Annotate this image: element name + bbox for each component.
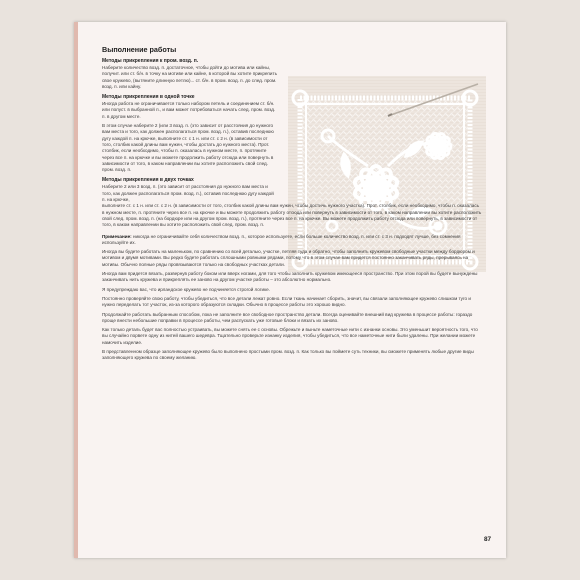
paragraph: Я предупреждаю вас, что ирландское кружево не подчиняется строгой логике. (102, 286, 270, 292)
paragraph: Иногда вам придется вязать, развернув работу боком или вверх ногами, для того чтобы заполнить кружевом имеющееся пространство. При этом порой вы будете вынуждены заканчивать нить кружева и прикреплять ее заново на другом участке работы – это абсолютно нормально. (102, 271, 478, 283)
paragraph: выполните ст. с 1 н. или ст. с 2 н. (в зависимости от того, столбик какой длины вам нужен, чтобы достичь нужного участка). Прот. столбик, если необходимо, чтобы п. оказалась в нужном месте, п. протяните через все п. на крючке и вы можете продолжить работу отсюда или повернуть в зависимости от того, в каком направлении вы хотите расположить свой след. пром. возд. п. (на бордюре или на другом пром. возд. п.), протяните через все п. на крючке. Вы можете продолжить работу отсюда или повернуть, в зависимости от того, в каком направлении вы хотите расположить свой след. пром. возд. п. (102, 203, 482, 228)
page-text (102, 42, 482, 365)
paragraph: Продолжайте работать выбранным способом, пока не заполните все свободное пространство детали. Всегда оценивайте внешний вид кружева в процессе работы: гораздо проще внести небольшие поправки в процессе работы, чем распускать уже готовые блоки и вязать их заново. (102, 311, 473, 323)
paragraph: Постоянно проверяйте свою работу, чтобы убедиться, что все детали лежат ровно. Если ткань начинает сборить, значит, вы связали заполняющее кружево слишком туго и нужно переделать тот участок, из-за которого образуются складки. Обычно в процессе работы это хорошо видно. (102, 295, 471, 308)
book-page (74, 22, 506, 558)
paragraph: Иногда работа не ограничивается только набором петель и соединением ст. б/н. или полуст. в выбранной п., и вам может потребоваться начать след. пром. возд. п. в другом месте. (102, 101, 276, 119)
paragraph: Иногда вы будете работать на маленьком, по сравнению со всей деталью, участке, петляя туда и обратно, чтобы заполнить кружевом свободные участки между бордюром и мотивом и двумя мотивами. Вы редко будете работать сплошными ровными рядами, потому что в этом случае вам придется постоянно заканчивать ряды, прерываясь на мотивы. Обычно полные ряды провязываются только на свободных участках детали. (102, 249, 475, 267)
subheading-one-point: Методы прикрепления в одной точке (102, 94, 195, 101)
subheading-attach-chain: Методы прикрепления к пром. возд. п. (102, 58, 199, 64)
page-accent-stripe (74, 22, 78, 558)
note-text: никогда не ограничивайте себя количеством возд. п., которое используете, если больше количество возд. п. или ст. с 3 н. подходят лучше, без сомнения используйте их. (102, 233, 461, 245)
paragraph: Наберите 2 или 3 возд. п. (это зависит от расстояния до нужного вам места и того, как должен располагаться пром. возд. п.), оставив последнюю дугу каждой п. на крючке, (102, 184, 274, 203)
note-label: Примечание: (102, 233, 132, 239)
paragraph: В этом случае наберите 2 (или 3 возд. п. (это зависит от расстояния до нужного вам места и того, как должен располагаться пром. возд. п.), оставив последнюю дугу каждой п. на крючке, выполните ст. с 1 н. или ст. с 2 н. (в зависимости от того, столбик какой длины вам нужен, чтобы достать до нужного места). Прот. столбик, если необходимо, чтобы п. оказалась в нужном месте, п. протяните через все п. на крючке и вы можете продолжить работу отсюда или повернуть в зависимости от того, в каком направлении вы хотите расположить свой след. пром. возд. п. (102, 123, 274, 173)
section-heading: Выполнение работы (102, 45, 177, 54)
page-number: 87 (484, 536, 492, 543)
paragraph: Наберите количество возд. п. достаточное, чтобы дойти до мотива или кайны, получит. или ст. б/н. в точку на мотиве или кайне, в которой вы хотите прикрепить свое кружево, (вытяните длинную петлю)... ст. б/н. в пром. возд. п. до след. пром. возд. п. или кайну. (102, 65, 277, 89)
subheading-two-points: Методы прикрепления в двух точках (102, 177, 194, 184)
paragraph: Как только деталь будет вас полностью устраивать, вы можете снять ее с основы. Обрежьте и выньте наметочные нити с изнанки основы. Это уменьшит вероятность того, что вы случайно порвете одну из нитей вашего шедевра. Тщательно проверьте изнанку изделия, чтобы убедиться, что все наметочные нити были удалены. При желании можете намочить изделие. (102, 327, 478, 345)
paragraph: В представленном образце заполняющее кружево было выполнено простыми пром. возд. п. Как только вы поймете суть техники, вы сможете применять любые другие виды заполняющего кружева по своему желанию. (102, 348, 474, 361)
